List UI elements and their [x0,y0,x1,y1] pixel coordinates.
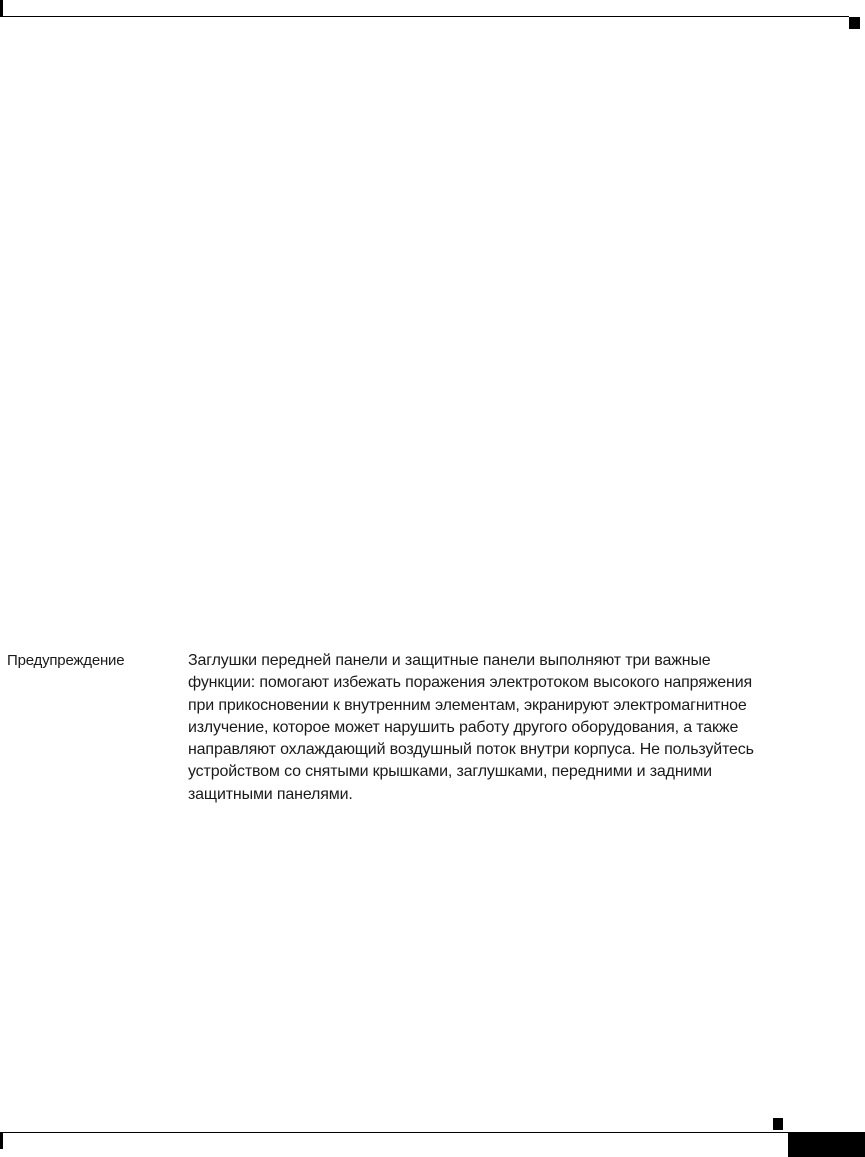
warning-text-line: излучение, которое может нарушить работу другого оборудования, а также [188,718,739,736]
warning-text-line: Заглушки передней панели и защитные панели выполняют три важные [188,652,711,669]
top-left-crop-mark [0,0,3,17]
warning-text-line: направляют охлаждающий воздушный поток внутри корпуса. Не пользуйтесь [188,741,754,759]
warning-label: Предупреждение [7,652,125,669]
footer-page-tab [788,1133,865,1157]
warning-text [188,650,838,806]
bottom-left-crop-mark [0,1132,3,1149]
top-right-corner-mark [849,17,860,29]
warning-text-line: при прикосновении к внутренним элементам, экранируют электромагнитное [188,696,747,714]
footer-marker [773,1118,783,1130]
warning-text-line: функции: помогают избежать поражения электротоком высокого напряжения [188,674,753,692]
warning-text-line: устройством со снятыми крышками, заглушками, передними и задними [188,763,712,781]
footer-rule [0,1132,865,1133]
header-rule [0,16,849,17]
warning-text-line: защитными панелями. [188,785,353,803]
